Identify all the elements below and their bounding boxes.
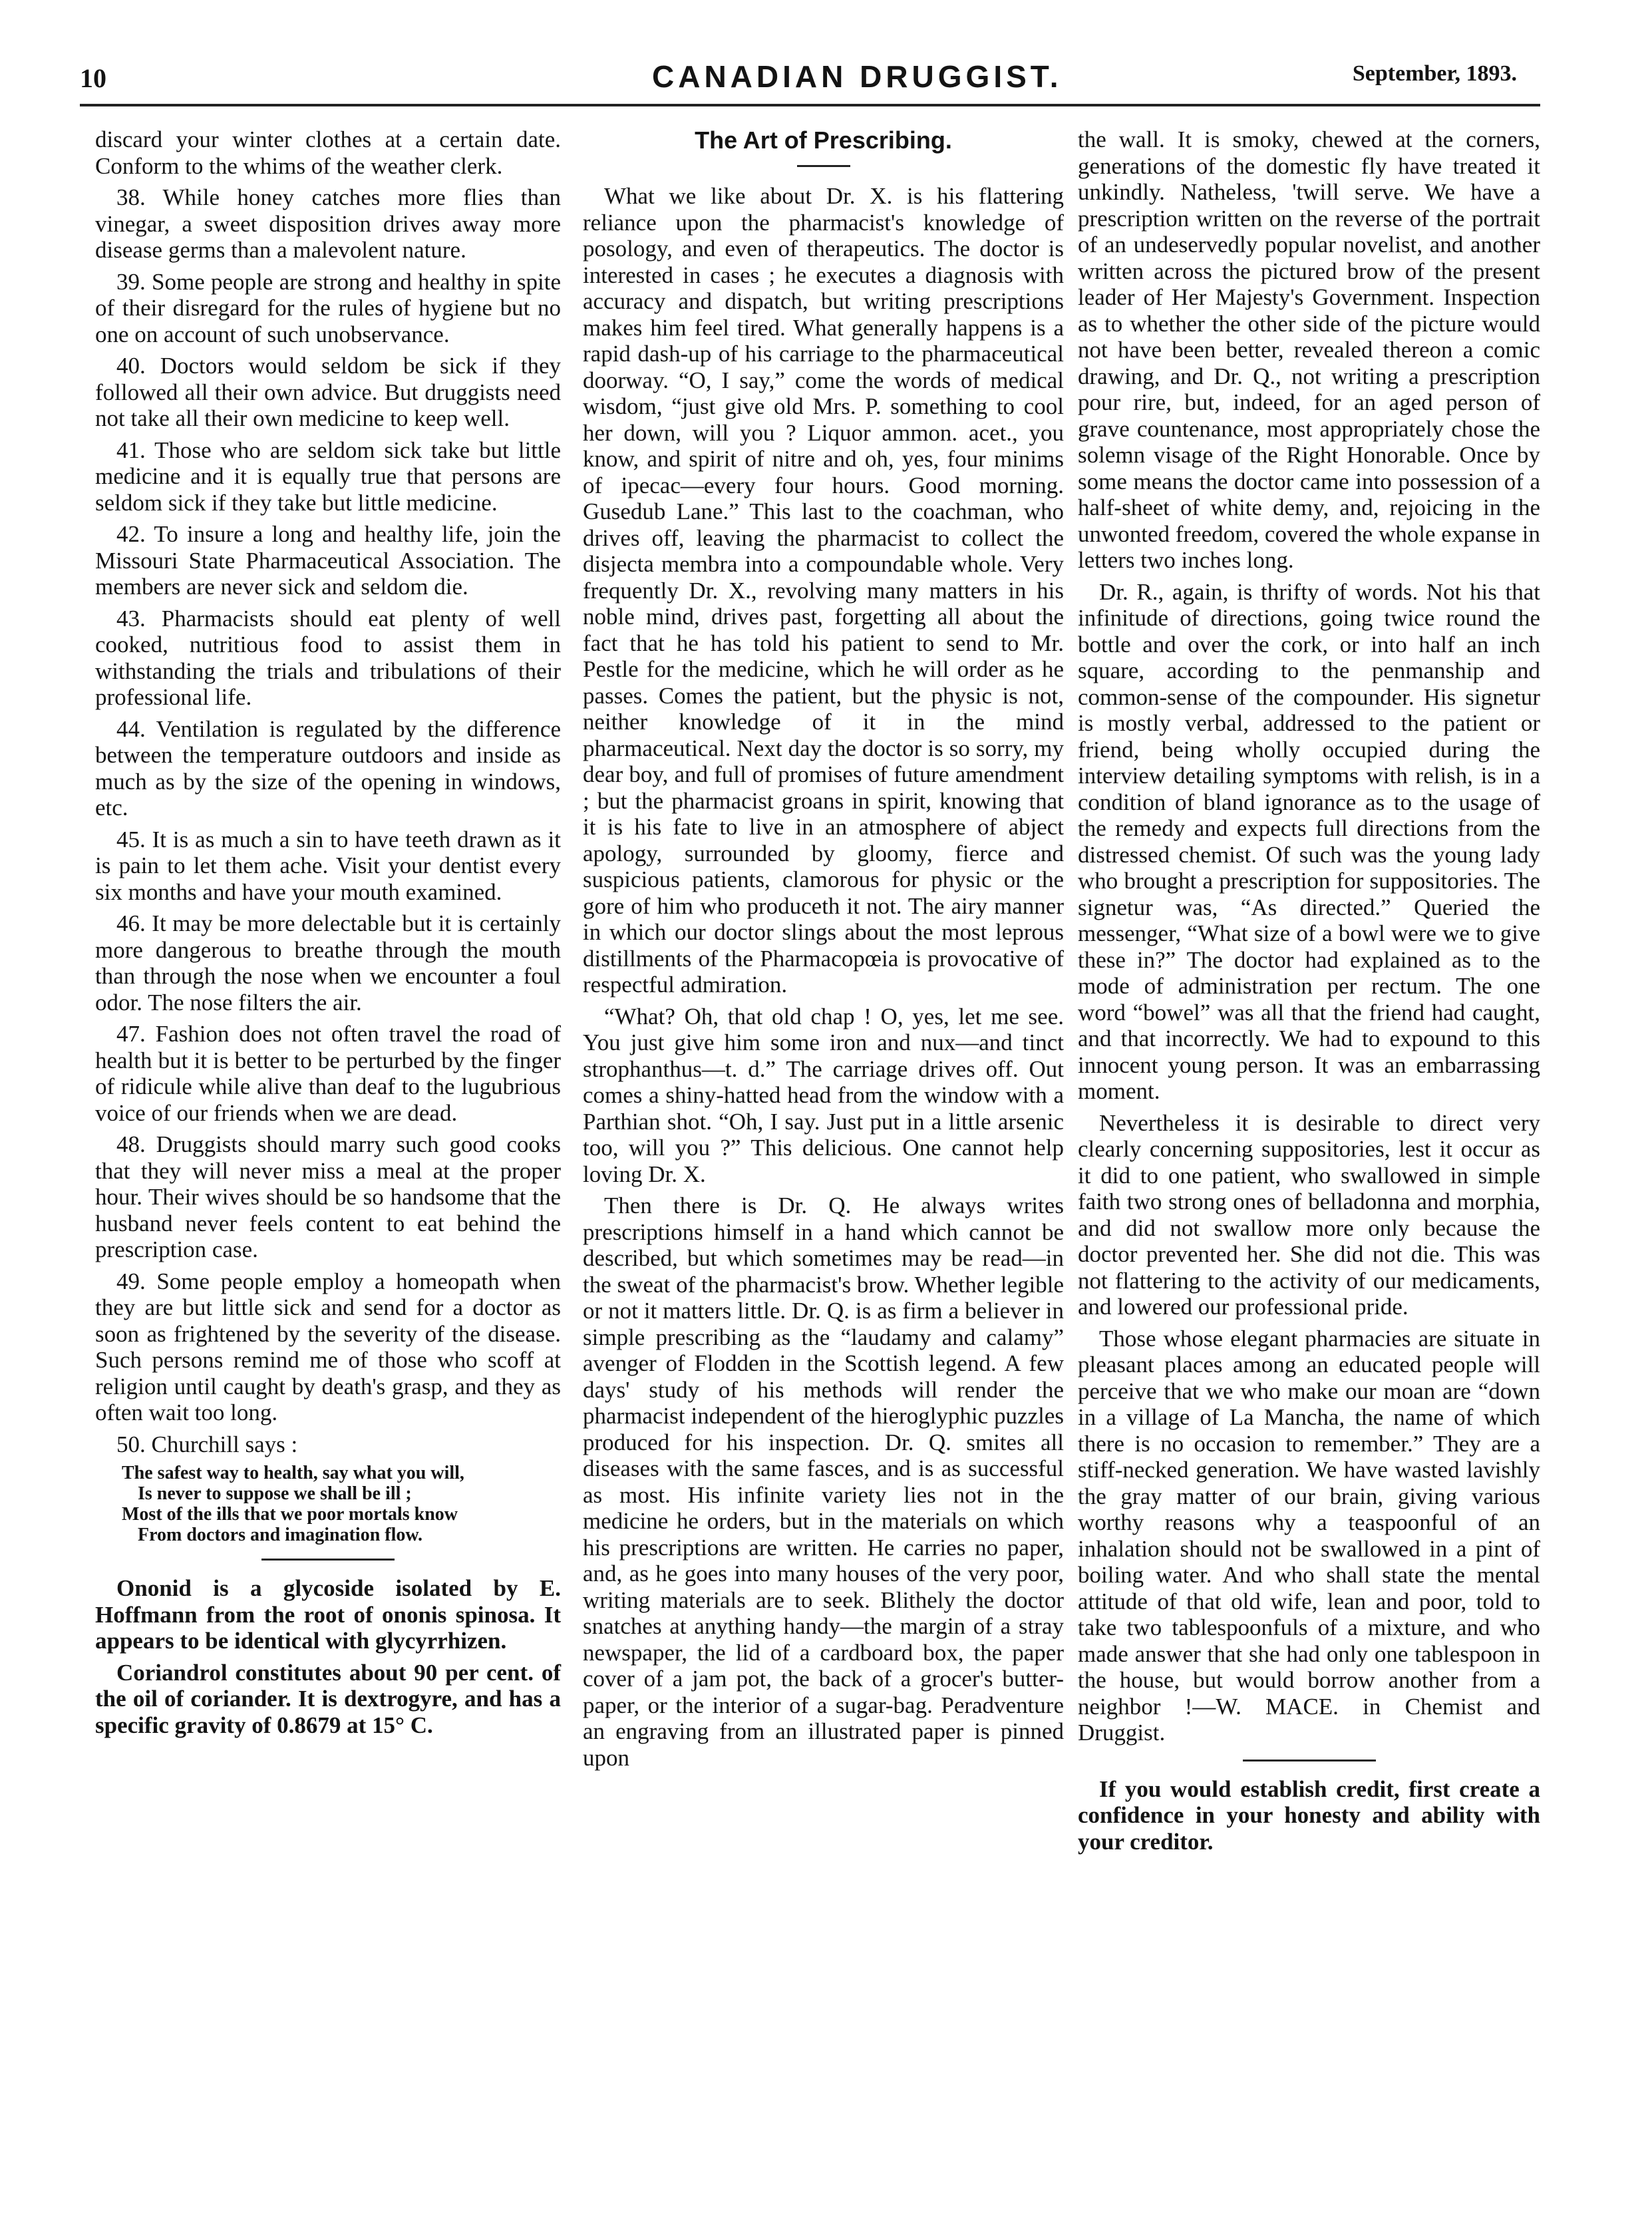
paragraph: Then there is Dr. Q. He always writes prescriptions himself in a hand which cannot be described, but which sometimes may be read—in the sweat of the pharmacist's brow. Whether legible or not it matters little. Dr. Q. is as firm a believer in simple prescribing as the “laudamy and calamy” avenger of Flodden in the Scottish legend. A few days' study of his methods will render the pharmacist independent of the hieroglyphic puzzles produced for his inspection. Dr. Q. smites all diseases with the same fasces, and is as successful as most. His infinite variety lies not in the medicine he orders, but in the materials on which his prescriptions are written. He carries no paper, and, as he goes into many houses of the very poor, writing materials are to seek. Blithely the doctor snatches at anything handy—the margin of a stray newspaper, the lid of a cardboard box, the paper cover of a jam pot, the back of a grocer's butter-paper, or the interior of a sugar-bag. Peradventure an engraving from an illustrated paper is pinned upon [583,1193,1064,1771]
paragraph: 50. Churchill says : [116,1431,298,1457]
paragraph: 46. It may be more delectable but it is certainly more dangerous to breathe through the mouth than through the nose when we encounter a foul odor. The nose filters the air. [95,910,561,1016]
paragraph: 39. Some people are strong and healthy in spite of their disregard for the rules of hygiene but no one on account of such unobservance. [95,268,561,347]
section-divider [261,1559,395,1561]
paragraph: 44. Ventilation is regulated by the difference between the temperature outdoors and inside as much as by the size of the opening in windows, etc. [95,715,561,821]
paragraph: 45. It is as much a sin to have teeth drawn as it is pain to let them ache. Visit your dentist every six months and have your mouth examined. [95,826,561,905]
column-2 [583,126,1064,1776]
paragraph: 48. Druggists should marry such good cooks that they will never miss a meal at the proper hour. Their wives should be so handsome that the husband never feels content to eat behind the prescription case. [95,1131,561,1262]
verse-line: The safest way to health, say what you will, [122,1463,464,1483]
title-rule [797,165,850,167]
coriandrol-note: Coriandrol constitutes about 90 per cent. of the oil of coriander. It is dextrogyre, and has a specific gravity of 0.8679 at 15° C. [95,1659,561,1738]
paragraph: 38. While honey catches more flies than vinegar, a sweet disposition drives away more disease germs than a malevolent nature. [95,184,561,263]
paragraph: “What? Oh, that old chap ! O, yes, let me see. You just give him some iron and nux—and tinct strophanthus—t. d.” The carriage drives off. Out comes a shiny-hatted head from the window with a Parthian shot. “Oh, I say. Just put in a little arsenic too, will you ?” This delicious. One cannot help loving Dr. X. [583,1003,1064,1187]
paragraph: 47. Fashion does not often travel the road of health but it is better to be perturbed by the finger of ridicule while alive than deaf to the lugubrious voice of our friends when we are dead. [95,1021,561,1126]
paragraph: the wall. It is smoky, chewed at the corners, generations of the domestic fly have treated it unkindly. Natheless, 'twill serve. We have a prescription written on the reverse of the portrait of an undeservedly popular novelist, and another written across the pictured brow of the present leader of Her Majesty's Government. Inspection as to whether the other side of the picture would not have been better, revealed thereon a comic drawing, and Dr. Q., not writing a prescription pour rire, but, indeed, for an aged person of grave countenance, most appropriately chose the solemn visage of the Right Honorable. Once by some means the doctor came into possession of a half-sheet of white demy, and, rejoicing in the unwonted freedom, covered the whole expanse in letters two inches long. [1078,126,1540,573]
issue-date: September, 1893. [1352,61,1517,86]
paragraph: What we like about Dr. X. is his flattering reliance upon the pharmacist's knowledge of posology, and even of therapeutics. The doctor is interested in cases ; he executes a diagnosis with accuracy and dispatch, but writing prescriptions makes him feel tired. What generally happens is a rapid dash-up of his carriage to the pharmaceutical doorway. “O, I say,” come the words of medical wisdom, “just give old Mrs. P. something to cool her down, will you ? Liquor ammon. acet., you know, and spirit of nitre and oh, yes, four minims of ipecac—every four hours. Good morning. Gusedub Lane.” This last to the coachman, who drives off, leaving the pharmacist to collect the disjecta membra into a compoundable whole. Very frequently Dr. X., revolving many matters in his noble mind, drives past, forgetting all about the fact that he has told his patient to send to Mr. Pestle for the medicine, which he will order as he passes. Comes the patient, but the physic is not, neither knowledge of it in the mind pharmaceutical. Next day the doctor is so sorry, my dear boy, and full of promises of future amendment ; but the pharmacist groans in spirit, knowing that it is his fate to live in an atmosphere of abject apology, surrounded by gloomy, fierce and suspicious patients, clamorous for physic or the gore of him who produceth it not. The airy manner in which our doctor slings about the most leprous distillments of the Pharmacopœia is provocative of respectful admiration. [583,183,1064,998]
paragraph: Dr. R., again, is thrifty of words. Not his that infinitude of directions, going twice round the bottle and over the cork, or into half an inch square, according to the penmanship and common-sense of the compounder. His signetur is mostly verbal, addressed to the patient or friend, being wholly occupied during the interview detailing symptoms with relish, is in a condition of bland ignorance as to the usage of the remedy and expects full directions from the distressed chemist. Of such was the young lady who brought a prescription for suppositories. The signetur was, “As directed.” Queried the messenger, “What size of a bowl were we to give these in?” The doctor had explained as to the mode of administration per rectum. The one word “bowel” was all that the friend had caught, and that incorrectly. We had to expound to this innocent young person. It was an embarrassing moment. [1078,578,1540,1104]
article-title: The Art of Prescribing. [695,126,952,154]
column-3 [1078,126,1540,1860]
paragraph: 42. To insure a long and healthy life, join the Missouri State Pharmaceutical Association. The members are never sick and seldom die. [95,521,561,600]
paragraph: 40. Doctors would seldom be sick if they followed all their own advice. But druggists need not take all their own medicine to keep well. [95,353,561,431]
paragraph: 41. Those who are seldom sick take but little medicine and it is equally true that persons are seldom sick if they take but little medicine. [95,437,561,516]
verse-line: From doctors and imagination flow. [138,1525,423,1545]
paragraph: discard your winter clothes at a certain date. Conform to the whims of the weather clerk. [95,126,561,179]
page-number: 10 [80,63,106,93]
verse-line: Most of the ills that we poor mortals know [122,1504,458,1525]
journal-title: CANADIAN DRUGGIST. [652,59,1063,94]
page-header [73,59,1537,102]
section-divider [1243,1760,1376,1761]
header-rule [80,104,1540,106]
credit-note: If you would establish credit, first create a confidence in your honesty and ability with your creditor. [1078,1775,1540,1855]
ononid-note: Ononid is a glycoside isolated by E. Hoffmann from the root of ononis spinosa. It appears to be identical with glycyrrhizen. [95,1575,561,1654]
verse-line: Is never to suppose we shall be ill ; [138,1483,412,1504]
paragraph: Those whose elegant pharmacies are situate in pleasant places among an educated people will perceive that we who make our moan are “down in a village of La Mancha, the name of which there is no occasion to remember.” They are a stiff-necked generation. We have wasted lavishly the gray matter of our brain, giving various worthy reasons why a teaspoonful of an inhalation should not be swallowed in a pint of boiling water. And who shall state the mental attitude of that old wife, lean and poor, told to take two tablespoonfuls of a mixture, and who made answer that she had only one tablespoon in the house, but would borrow another from a neighbor !—W. MACE. in Chemist and Druggist. [1078,1325,1540,1746]
column-1 [95,126,561,1744]
paragraph: 49. Some people employ a homeopath when they are but little sick and send for a doctor as soon as frightened by the severity of the disease. Such persons remind me of those who scoff at religion until caught by death's grasp, and they as often wait too long. [95,1268,561,1425]
churchill-verse [122,1463,561,1545]
paragraph: Nevertheless it is desirable to direct very clearly concerning suppositories, lest it occur as it did to one patient, who swallowed in simple faith two strong ones of belladonna and morphia, and did not swallow more only because the doctor prevented her. She did not die. This was not flattering to the activity of our medicaments, and lowered our professional pride. [1078,1109,1540,1320]
paragraph: 43. Pharmacists should eat plenty of well cooked, nutritious food to assist them in withstanding the trials and tribulations of their professional life. [95,605,561,710]
